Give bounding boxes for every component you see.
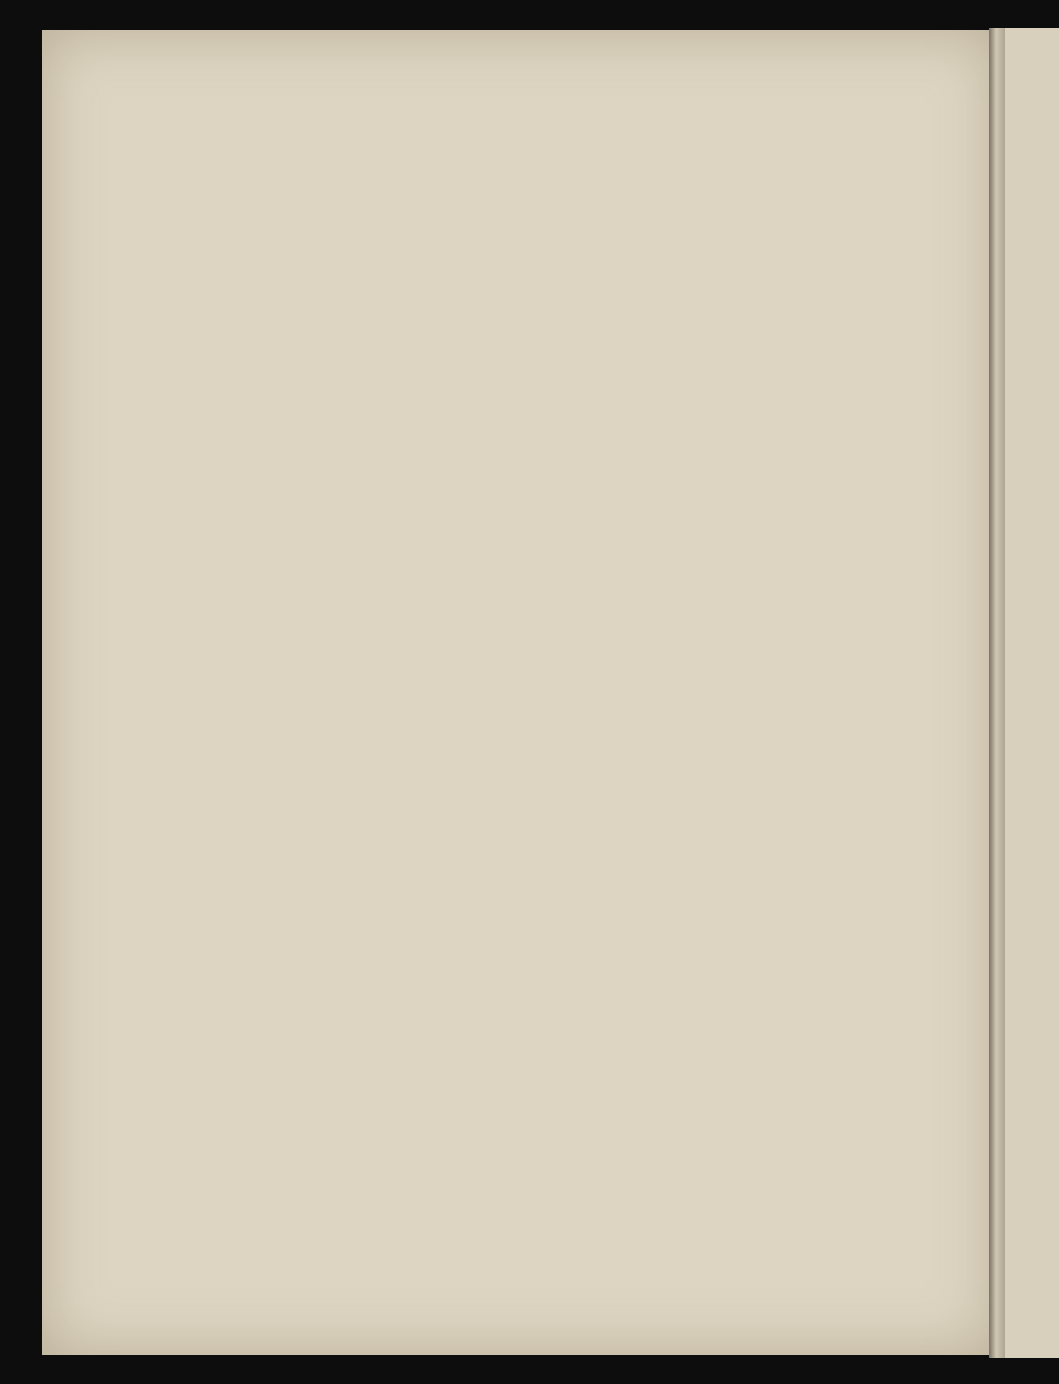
document-page bbox=[42, 30, 997, 1355]
facing-page bbox=[1005, 28, 1059, 1358]
